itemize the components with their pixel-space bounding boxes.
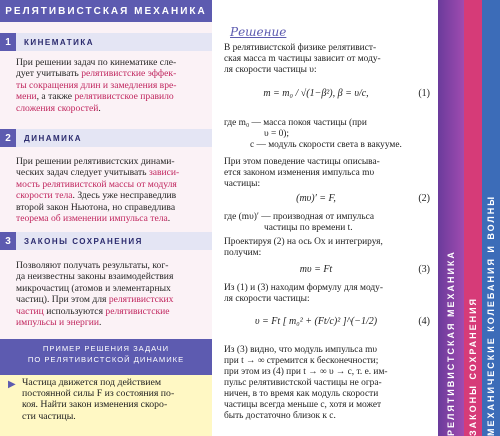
spine-relativistic-mechanics: РЕЛЯТИВИСТСКАЯ МЕХАНИКА <box>438 0 464 436</box>
section-title: ЗАКОНЫ СОХРАНЕНИЯ <box>24 236 143 246</box>
equation-4: υ = Ft [ m₀² + (Ft/c)² ]^(−1/2) (4) <box>254 316 430 327</box>
solution-paragraph-2: где m₀ — масса покоя частицы (при υ = 0); c — модуль скорости света в вакууме. <box>224 118 402 150</box>
left-panel <box>0 0 212 436</box>
section-body-kinematics: При решении задач по кинематике сле- дует учитывать релятивистские эффек- ты сокращения длин и замедления вре- мени, а также релятивистское правило сложения скоростей. <box>16 57 177 114</box>
equation-3: mυ = Ft (3) <box>299 264 430 275</box>
solution-paragraph-7: Из (3) видно, что модуль импульса mυ при t → ∞ стремится к бесконечности; при этом из (4) при t → ∞ υ → c, т. е. им- пульс релятивистской частицы не огра- ничен, в то время как модуль скорости частицы всегда меньше c, хотя и может быть достаточно близок к c. <box>224 345 388 421</box>
section-header-dynamics <box>0 129 212 147</box>
section-header-kinematics <box>0 33 212 51</box>
section-number: 2 <box>0 129 16 147</box>
task-box <box>0 375 212 436</box>
equation-1: m = m₀ / √(1−β²), β = υ/c, (1) <box>263 88 430 99</box>
spine-mechanical-oscillations: МЕХАНИЧЕСКИЕ КОЛЕБАНИЯ И ВОЛНЫ <box>482 0 500 436</box>
spine-conservation-laws: ЗАКОНЫ СОХРАНЕНИЯ <box>464 0 482 436</box>
solution-paragraph-1: В релятивистской физике релятивист- ская масса m частицы зависит от моду- ля скорости частицы υ: <box>224 43 381 75</box>
section-body-conservation: Позволяют получать результаты, ког- да неизвестны законы взаимодействия микрочастиц (атомов и элементарных частиц). При этом для релятивистских частиц используются релятивистские импульсы и энергии. <box>16 260 174 329</box>
triangle-bullet-icon: ▶ <box>8 379 16 390</box>
solution-paragraph-4: где (mυ)′ — производная от импульса частицы по времени t. <box>224 212 375 233</box>
section-header-conservation <box>0 232 212 250</box>
solution-title: Решение <box>230 25 287 39</box>
section-number: 1 <box>0 33 16 51</box>
banner-title: РЕЛЯТИВИСТСКАЯ МЕХАНИКА <box>0 0 212 22</box>
equation-2: (mυ)′ = F, (2) <box>296 193 430 204</box>
section-body-dynamics: При решении релятивистских динами- ческих задач следует учитывать зависи- мость релятивистской массы от модуля скорости тела. Здесь уже несправедлив второй закон Ньютона, но справедлива теорема об изменении импульса тела. <box>16 156 180 225</box>
task-text: Частица движется под действием постоянной силы F из состояния по- коя. Найти закон изменения скоро- сти частицы. <box>22 377 175 422</box>
section-number: 3 <box>0 232 16 250</box>
solution-paragraph-6: Из (1) и (3) находим формулу для моду- ля скорости частицы: <box>224 283 383 304</box>
solution-paragraph-5: Проектируя (2) на ось Ox и интегрируя, получим: <box>224 237 383 258</box>
example-heading: ПРИМЕР РЕШЕНИЯ ЗАДАЧИ ПО РЕЛЯТИВИСТСКОЙ ДИНАМИКЕ <box>0 339 212 375</box>
solution-paragraph-3: При этом поведение частицы описыва- ется законом изменения импульса mυ частицы: <box>224 157 380 189</box>
solution-panel <box>212 0 438 436</box>
section-title: ДИНАМИКА <box>24 133 83 143</box>
section-title: КИНЕМАТИКА <box>24 37 95 47</box>
